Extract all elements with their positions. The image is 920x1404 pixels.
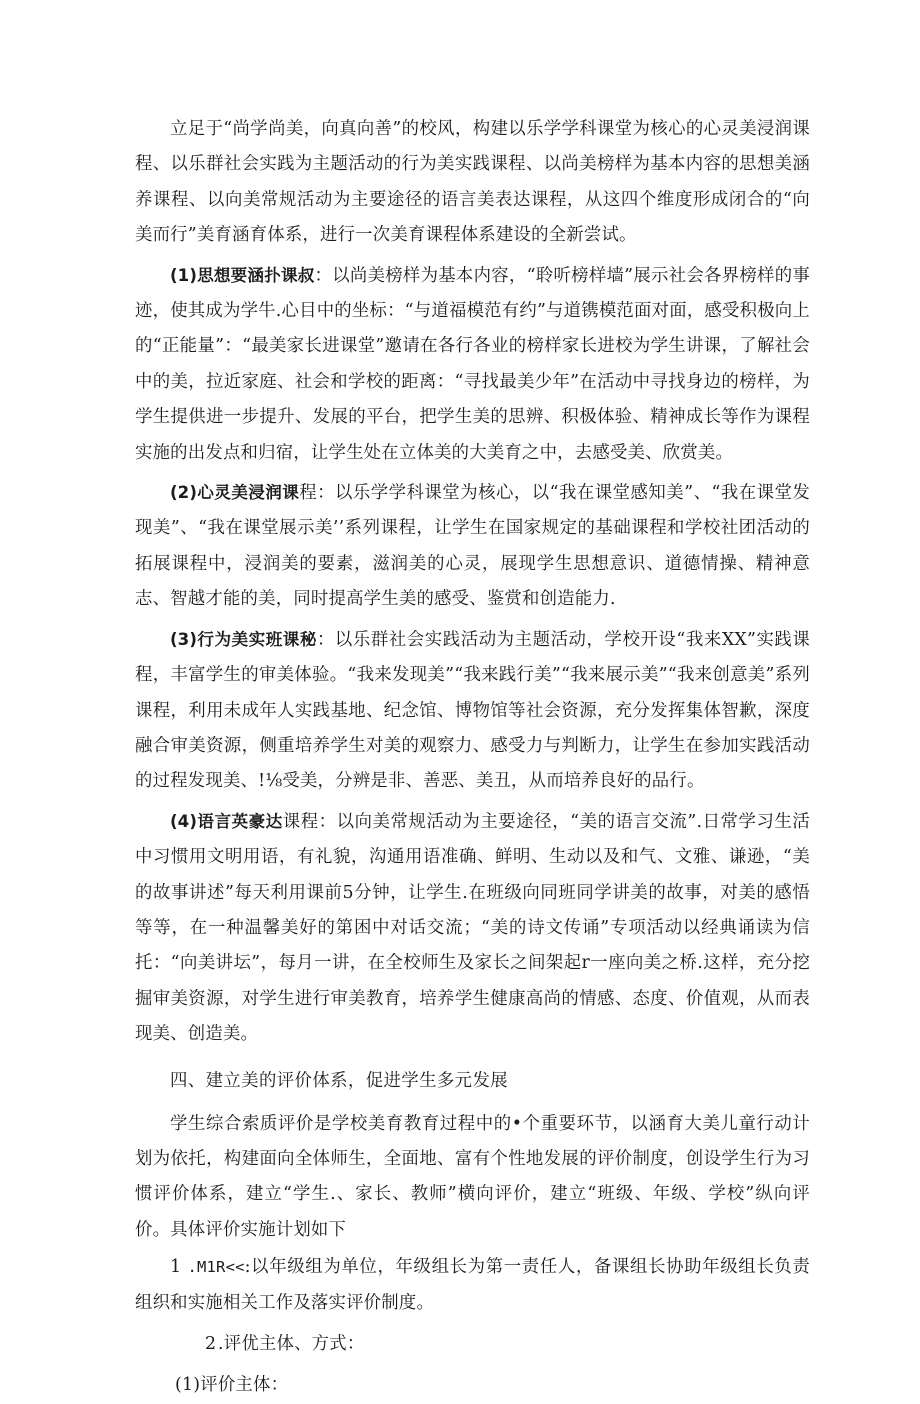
course-heading-language: (4)语言英豪达 xyxy=(170,811,283,831)
course-body-heart: 程：以乐学学科课堂为核心，以“我在课堂感知美”、“我在课堂发现美”、“我在课堂展示美’’系列课程，让学生在国家规定的基础课程和学校社团活动的拓展课程中，浸润美的要素，滋润美的心灵，展现学生思想意识、道德情操、精神意志、智越才能的美，同时提高学生美的感受、鉴赏和创造能力. xyxy=(135,483,810,610)
list-item-2 xyxy=(135,1327,810,1362)
evaluation-intro-paragraph: 学生综合索质评价是学校美育教育过程中的•个重要环节，以涵育大美儿童行动计划为依托，构建面向全体师生，全面地、富有个性地发展的评价制度，创设学生行为习惯评价体系，建立“学生.、家长、教师”横向评价，建立“班级、年级、学校”纵向评价。具体评价实施计划如下 xyxy=(135,1113,810,1240)
list-item-1 xyxy=(135,1250,810,1321)
list-item-1-number: 1 xyxy=(170,1257,182,1278)
intro-paragraph: 立足于“尚学尚美，向真向善”的校风，构建以乐学学科课堂为核心的心灵美浸润课程、以乐群社会实践为主题活动的行为美实践课程、以尚美榜样为基本内容的思想美涵养课程、以向美常规活动为主要途径的语言美表达课程，从这四个维度形成闭合的“向美而行”美育涵育体系，进行一次美育课程体系建设的全新尝试。 xyxy=(135,119,810,246)
list-item-1-text: :以年级组为单位，年级组长为第一责任人，备课组长协助年级组长负责组织和实施相关工作及落实评价制度。 xyxy=(135,1257,810,1313)
list-item-2-text: .评优主体、方式： xyxy=(218,1334,365,1354)
document-page xyxy=(135,112,810,1404)
course-paragraph-language xyxy=(135,804,810,1053)
list-item-2-number: 2 xyxy=(205,1334,217,1354)
course-paragraph-behavior xyxy=(135,622,810,800)
course-paragraph-thought xyxy=(135,258,810,471)
course-heading-heart: (2)心灵美浸润课 xyxy=(170,483,300,503)
course-heading-behavior: (3)行为美实班课秘 xyxy=(170,629,317,649)
course-paragraph-heart xyxy=(135,475,810,618)
sub-item: (1)评价主体： xyxy=(175,1375,289,1396)
course-body-thought: ：以尚美榜样为基本内容，“聆听榜样墙”展示社会各界榜样的事迹，使其成为学牛.心目中的坐标：“与道福模范有约”与道镌模范面对面，感受积极向上的“正能量”：“最美家长进课堂”邀请在各行各业的榜样家长进校为学生讲课，了解社会中的美，拉近家庭、社会和学校的距离：“寻找最美少年”在活动中寻找身边的榜样，为学生提供进一步提升、发展的平台，把学生美的思辨、积极体验、精神成长等作为课程实施的出发点和归宿，让学生处在立体美的大美育之中，去感受美、欣赏美。 xyxy=(135,265,810,463)
course-body-language: 课程：以向美常规活动为主要途径，“美的语言交流”.日常学习生活中习惯用文明用语，有礼貌，沟通用语准确、鲜明、生动以及和气、文雅、谦逊，“美的故事讲述”每天利用课前5分钟，让学生.在班级向同班同学讲美的故事，对美的感悟等等，在一种温馨美好的第困中对话交流；“美的诗文传诵”专项活动以经典诵读为信托：“向美讲坛”，每月一讲，在全校师生及家长之间架起r一座向美之桥.这样，充分挖掘审美资源，对学生进行审美教育，培养学生健康高尚的情感、态度、价值观，从而表现美、创造美。 xyxy=(135,811,811,1045)
section-title: 四、建立美的评价体系，促进学生多元发展 xyxy=(170,1070,509,1091)
course-heading-thought: (1)思想要涵扑课叔 xyxy=(170,265,315,285)
course-body-behavior: ：以乐群社会实践活动为主题活动，学校开设“我来XX”实践课程，丰富学生的审美体验。“我来发现美”“我来践行美”“我来展示美”“我来创意美”系列课程，利用未成年人实践基地、纪念馆、博物馆等社会资源，充分发挥集体智歉，深度融合审美资源，侧重培养学生对美的观察力、感受力与判断力，让学生在参加实践活动的过程发现美、!⅛受美，分辨是非、善恶、美丑，从而培养良好的品行。 xyxy=(135,629,810,792)
list-item-1-code: .M1R<< xyxy=(187,1258,245,1277)
